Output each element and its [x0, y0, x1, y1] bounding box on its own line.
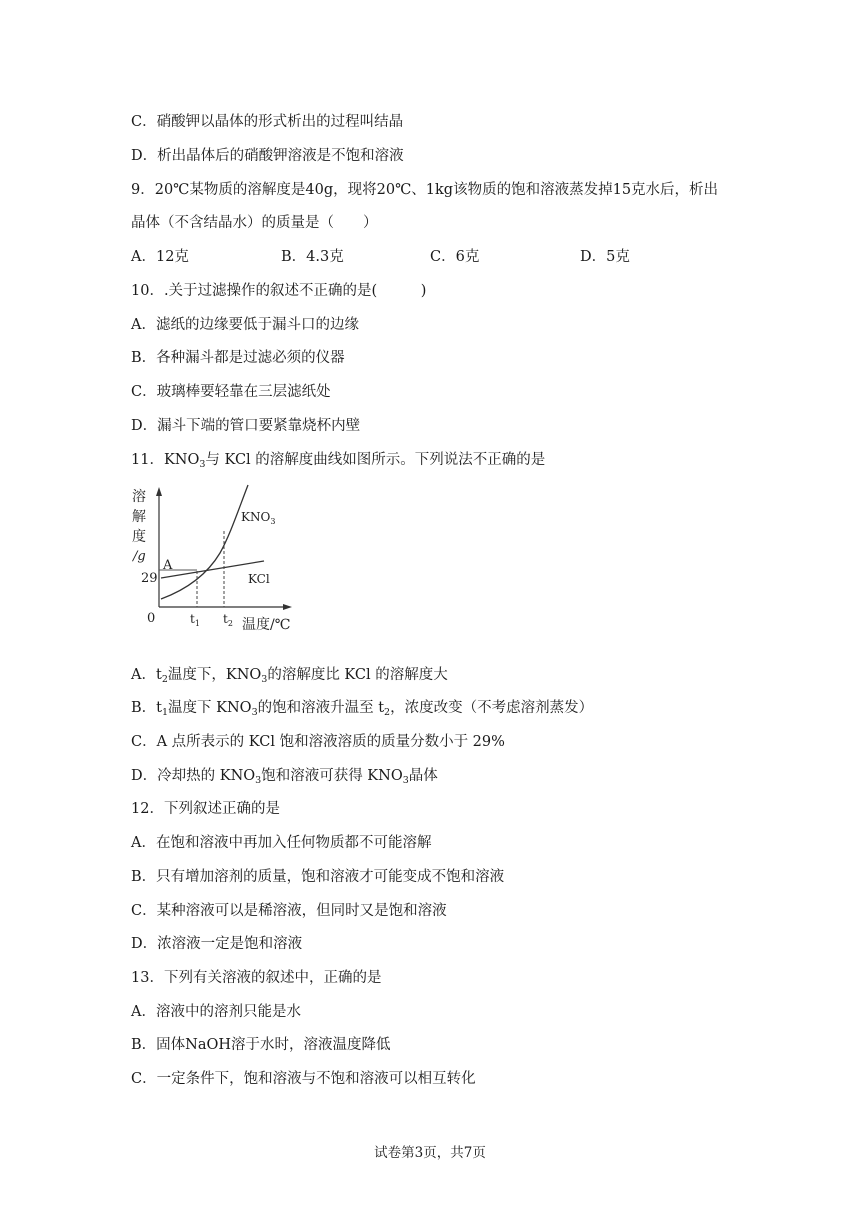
t1-label: $t_1$ — [190, 612, 200, 628]
point-a-label: A — [163, 558, 173, 573]
kno3-curve-label: $KNO_3$ — [241, 510, 276, 526]
page-footer: 试卷第3页，共7页 — [374, 1145, 486, 1161]
q11-stem: 11．$KNO_3$与 KCl 的溶解度曲线如图所示。下列说法不正确的是 — [131, 452, 546, 470]
x-axis-arrow — [283, 604, 292, 610]
q12-option-c: C．某种溶液可以是稀溶液，但同时又是饱和溶液 — [131, 903, 447, 919]
q13-stem: 13．下列有关溶液的叙述中，正确的是 — [131, 970, 382, 986]
q10-option-d: D．漏斗下端的管口要紧靠烧杯内壁 — [131, 418, 361, 434]
y-label-unit: /g — [133, 549, 146, 564]
q9-stem-line1: 9．20℃某物质的溶解度是40g，现将20℃、1kg该物质的饱和溶液蒸发掉15克水后，析出 — [131, 182, 719, 198]
y-label-char-2: 解 — [132, 509, 146, 525]
q9-option-c: C．6克 — [430, 249, 480, 265]
y-axis-label — [131, 488, 146, 564]
y-label-char-1: 溶 — [132, 489, 146, 505]
q10-stem: 10．.关于过滤操作的叙述不正确的是( ) — [131, 283, 427, 299]
q11-option-c: C．A 点所表示的 KCl 饱和溶液溶质的质量分数小于 29% — [131, 734, 505, 750]
origin-label: 0 — [147, 611, 156, 626]
q12-stem: 12．下列叙述正确的是 — [131, 801, 280, 817]
q11-option-a: A．$t_2$温度下，$KNO_3$的溶解度比 KCl 的溶解度大 — [131, 667, 448, 685]
q12-option-b: B．只有增加溶剂的质量，饱和溶液才可能变成不饱和溶液 — [131, 869, 505, 885]
y-tick-29: 29 — [141, 571, 158, 586]
kcl-curve-label: KCl — [248, 572, 270, 586]
q12-option-d: D．浓溶液一定是饱和溶液 — [131, 936, 303, 952]
q12-option-a: A．在饱和溶液中再加入任何物质都不可能溶解 — [131, 835, 432, 851]
kno3-curve — [161, 485, 248, 599]
y-axis-arrow — [156, 487, 162, 496]
t2-label: $t_2$ — [223, 612, 233, 628]
q10-option-b: B．各种漏斗都是过滤必须的仪器 — [131, 350, 345, 366]
solubility-curve-figure — [128, 483, 300, 635]
q9-option-b: B．4.3克 — [281, 249, 344, 265]
q13-option-b: B．固体NaOH溶于水时，溶液温度降低 — [131, 1037, 391, 1053]
q9-option-a: A．12克 — [131, 249, 189, 265]
q11-option-d: D．冷却热的 $KNO_3$饱和溶液可获得 $KNO_3$晶体 — [131, 768, 438, 786]
y-label-char-3: 度 — [132, 529, 146, 545]
q10-option-a: A．滤纸的边缘要低于漏斗口的边缘 — [131, 317, 359, 333]
q8-option-c: C．硝酸钾以晶体的形式析出的过程叫结晶 — [131, 114, 404, 130]
q9-option-d: D．5克 — [580, 249, 630, 265]
q9-stem-line2: 晶体（不含结晶水）的质量是（ ） — [131, 215, 378, 231]
q13-option-c: C．一定条件下，饱和溶液与不饱和溶液可以相互转化 — [131, 1071, 476, 1087]
q10-option-c: C．玻璃棒要轻靠在三层滤纸处 — [131, 384, 331, 400]
q11-option-b: B．$t_1$温度下 $KNO_3$的饱和溶液升温至 $t_2$，浓度改变（不考虑溶剂蒸发） — [131, 700, 594, 718]
x-axis-label: 温度/℃ — [242, 617, 291, 633]
q13-option-a: A．溶液中的溶剂只能是水 — [131, 1004, 301, 1020]
q8-option-d: D．析出晶体后的硝酸钾溶液是不饱和溶液 — [131, 148, 404, 164]
